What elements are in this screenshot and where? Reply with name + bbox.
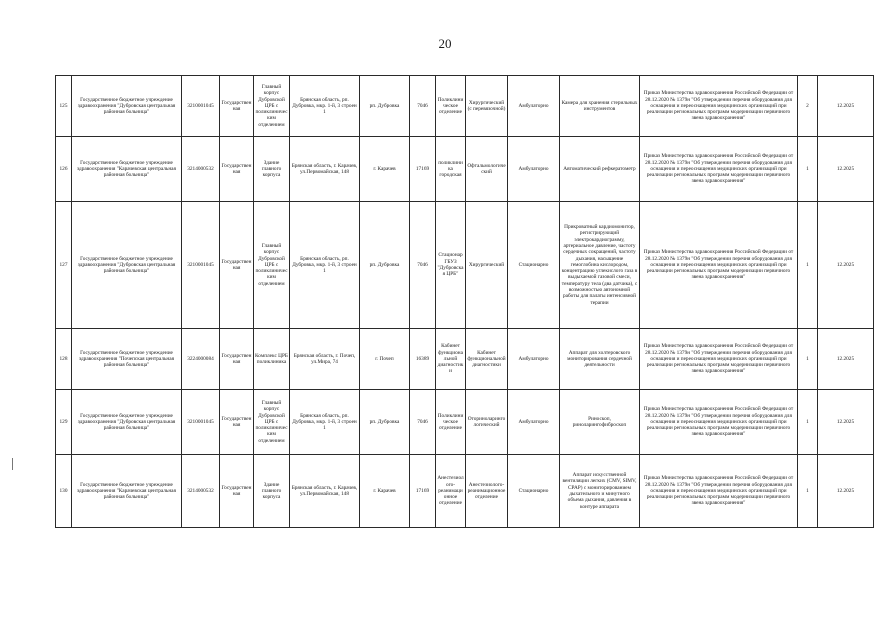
cell-locality: рп. Дубровка <box>360 202 410 329</box>
cell-qty: 2 <box>798 76 818 137</box>
cell-equipment: Аппарат искусственной вентиляции легких (CMV, SIMV, CPAP) с мониторированием дыхательного и минутного объема дыхания, давления в контуре аппарата <box>560 455 640 528</box>
cell-ownership: Государственная <box>220 329 254 390</box>
table-row <box>56 202 874 329</box>
cell-institution: Государственное бюджетное учреждение здравоохранения "Карачевская центральная районная больница" <box>72 455 182 528</box>
cell-care-type: Амбулаторно <box>508 76 560 137</box>
cell-order: Приказ Министерства здравоохранения Российской Федерации от 28.12.2020 № 1379н "Об утверждении перечня оборудования для оснащения и переоснащения медицинских организаций при реализации региональных программ модернизации первичного звена здравоохранения" <box>640 390 798 455</box>
cell-care-type: Амбулаторно <box>508 137 560 202</box>
table-row <box>56 137 874 202</box>
cell-address: Брянская область, г. Карачев, ул.Первомайская, 148 <box>290 455 360 528</box>
cell-building: Главный корпус Дубровской ЦРБ с поликлиническим отделением <box>254 390 290 455</box>
table-row <box>56 455 874 528</box>
cell-building: Главный корпус Дубровской ЦРБ с поликлиническим отделением <box>254 202 290 329</box>
cell-equipment: Прикроватный кардиомонитор, регистрирующий электрокардиограмму, артериальное давление, частоту сердечных сокращений, частоту дыхания, насыщение гемоглобина кислородом, концентрацию углекислого газа в выдыхаемой газовой смеси, температуру тела (два датчика), с возможностью автономной работы для палаты интенсивной терапии <box>560 202 640 329</box>
cell-num: 128 <box>56 329 72 390</box>
cell-ownership: Государственная <box>220 455 254 528</box>
cell-index: 16389 <box>410 329 436 390</box>
cell-department: Офтальмологический <box>466 137 508 202</box>
cell-code: 3214000532 <box>182 137 220 202</box>
cell-institution: Государственное бюджетное учреждение здравоохранения "Почепская центральная районная больница" <box>72 329 182 390</box>
cell-date: 12.2025 <box>818 329 874 390</box>
cell-address: Брянская область, рп. Дубровка, мкр. 1-й, 3 строен 1 <box>290 202 360 329</box>
cell-locality: г. Почеп <box>360 329 410 390</box>
equipment-table <box>55 75 874 528</box>
cell-ownership: Государственная <box>220 202 254 329</box>
cell-code: 3214000532 <box>182 455 220 528</box>
cell-institution: Государственное бюджетное учреждение здравоохранения "Дубровская центральная районная больница" <box>72 390 182 455</box>
cell-ownership: Государственная <box>220 390 254 455</box>
cell-num: 125 <box>56 76 72 137</box>
cell-code: 3210001045 <box>182 76 220 137</box>
cell-unit: Кабинет функциональной диагностики <box>436 329 466 390</box>
cell-address: Брянская область, г. Карачев, ул.Первомайская, 148 <box>290 137 360 202</box>
cell-unit: Поликлиническое отделение <box>436 76 466 137</box>
cell-code: 3210001045 <box>182 202 220 329</box>
cell-equipment: Автоматический рефкератометр <box>560 137 640 202</box>
cell-qty: 1 <box>798 390 818 455</box>
cell-order: Приказ Министерства здравоохранения Российской Федерации от 28.12.2020 № 1379н "Об утверждении перечня оборудования для оснащения и переоснащения медицинских организаций при реализации региональных программ модернизации первичного звена здравоохранения" <box>640 137 798 202</box>
cell-building: Комплекс ЦРБ поликлиника <box>254 329 290 390</box>
table-body <box>56 76 874 528</box>
cell-care-type: Амбулаторно <box>508 390 560 455</box>
cell-num: 127 <box>56 202 72 329</box>
cell-locality: г. Карачев <box>360 137 410 202</box>
table-row <box>56 390 874 455</box>
cell-building: Здание главного корпуса <box>254 455 290 528</box>
cell-index: 7046 <box>410 202 436 329</box>
cell-qty: 1 <box>798 455 818 528</box>
table-row <box>56 76 874 137</box>
cell-locality: г. Карачев <box>360 455 410 528</box>
cell-address: Брянская область, рп. Дубровка, мкр. 1-й, 3 строен 1 <box>290 390 360 455</box>
cell-unit: Поликлиническое отделение <box>436 390 466 455</box>
cell-qty: 1 <box>798 329 818 390</box>
cell-ownership: Государственная <box>220 76 254 137</box>
cell-locality: рп. Дубровка <box>360 76 410 137</box>
cell-institution: Государственное бюджетное учреждение здравоохранения "Дубровская центральная районная больница" <box>72 76 182 137</box>
cell-qty: 1 <box>798 137 818 202</box>
cell-date: 12.2025 <box>818 390 874 455</box>
cell-department: Анестезиолого-реанимационное отделение <box>466 455 508 528</box>
cell-equipment: Камера для хранения стерильных инструментов <box>560 76 640 137</box>
cell-unit: Анестезиолого-реанимационное отделение <box>436 455 466 528</box>
cell-care-type: Амбулаторно <box>508 329 560 390</box>
cell-order: Приказ Министерства здравоохранения Российской Федерации от 28.12.2020 № 1379н "Об утверждении перечня оборудования для оснащения и переоснащения медицинских организаций при реализации региональных программ модернизации первичного звена здравоохранения" <box>640 329 798 390</box>
cell-date: 12.2025 <box>818 455 874 528</box>
cell-institution: Государственное бюджетное учреждение здравоохранения "Дубровская центральная районная больница" <box>72 202 182 329</box>
cell-department: Кабинет функциональной диагностики <box>466 329 508 390</box>
cell-code: 3224000084 <box>182 329 220 390</box>
cell-department: Оториноларингологический <box>466 390 508 455</box>
cell-building: Здание главного корпуса <box>254 137 290 202</box>
cell-department: Хирургический <box>466 202 508 329</box>
cell-code: 3210001045 <box>182 390 220 455</box>
cell-ownership: Государственная <box>220 137 254 202</box>
page-number: 20 <box>438 36 452 51</box>
cell-address: Брянская область, г. Почеп, ул.Мира, 74 <box>290 329 360 390</box>
cell-date: 12.2025 <box>818 137 874 202</box>
cell-order: Приказ Министерства здравоохранения Российской Федерации от 28.12.2020 № 1379н "Об утверждении перечня оборудования для оснащения и переоснащения медицинских организаций при реализации региональных программ модернизации первичного звена здравоохранения" <box>640 455 798 528</box>
cell-num: 126 <box>56 137 72 202</box>
cell-unit: Стационар ГБУЗ "Дубровская ЦРБ" <box>436 202 466 329</box>
table-row <box>56 329 874 390</box>
cell-building: Главный корпус Дубровской ЦРБ с поликлиническим отделением <box>254 76 290 137</box>
cell-care-type: Стационарно <box>508 202 560 329</box>
cell-order: Приказ Министерства здравоохранения Российской Федерации от 28.12.2020 № 1379н "Об утверждении перечня оборудования для оснащения и переоснащения медицинских организаций при реализации региональных программ модернизации первичного звена здравоохранения" <box>640 76 798 137</box>
cell-num: 130 <box>56 455 72 528</box>
cell-equipment: Аппарат для холтеровского мониторирования сердечной деятельности <box>560 329 640 390</box>
cell-equipment: Риноскоп, риноларингофиброскоп <box>560 390 640 455</box>
cell-department: Хирургический (с перевязочной) <box>466 76 508 137</box>
cell-unit: поликлиника городская <box>436 137 466 202</box>
cell-qty: 1 <box>798 202 818 329</box>
cell-index: 7046 <box>410 76 436 137</box>
cell-num: 129 <box>56 390 72 455</box>
cell-index: 7046 <box>410 390 436 455</box>
scan-mark <box>12 458 13 470</box>
cell-date: 12.2025 <box>818 202 874 329</box>
cell-care-type: Стационарно <box>508 455 560 528</box>
cell-address: Брянская область, рп. Дубровка, мкр. 1-й, 3 строен 1 <box>290 76 360 137</box>
cell-locality: рп. Дубровка <box>360 390 410 455</box>
cell-date: 12.2025 <box>818 76 874 137</box>
cell-index: 17169 <box>410 455 436 528</box>
cell-institution: Государственное бюджетное учреждение здравоохранения "Карачевская центральная районная больница" <box>72 137 182 202</box>
cell-order: Приказ Министерства здравоохранения Российской Федерации от 28.12.2020 № 1379н "Об утверждении перечня оборудования для оснащения и переоснащения медицинских организаций при реализации региональных программ модернизации первичного звена здравоохранения" <box>640 202 798 329</box>
cell-index: 17169 <box>410 137 436 202</box>
